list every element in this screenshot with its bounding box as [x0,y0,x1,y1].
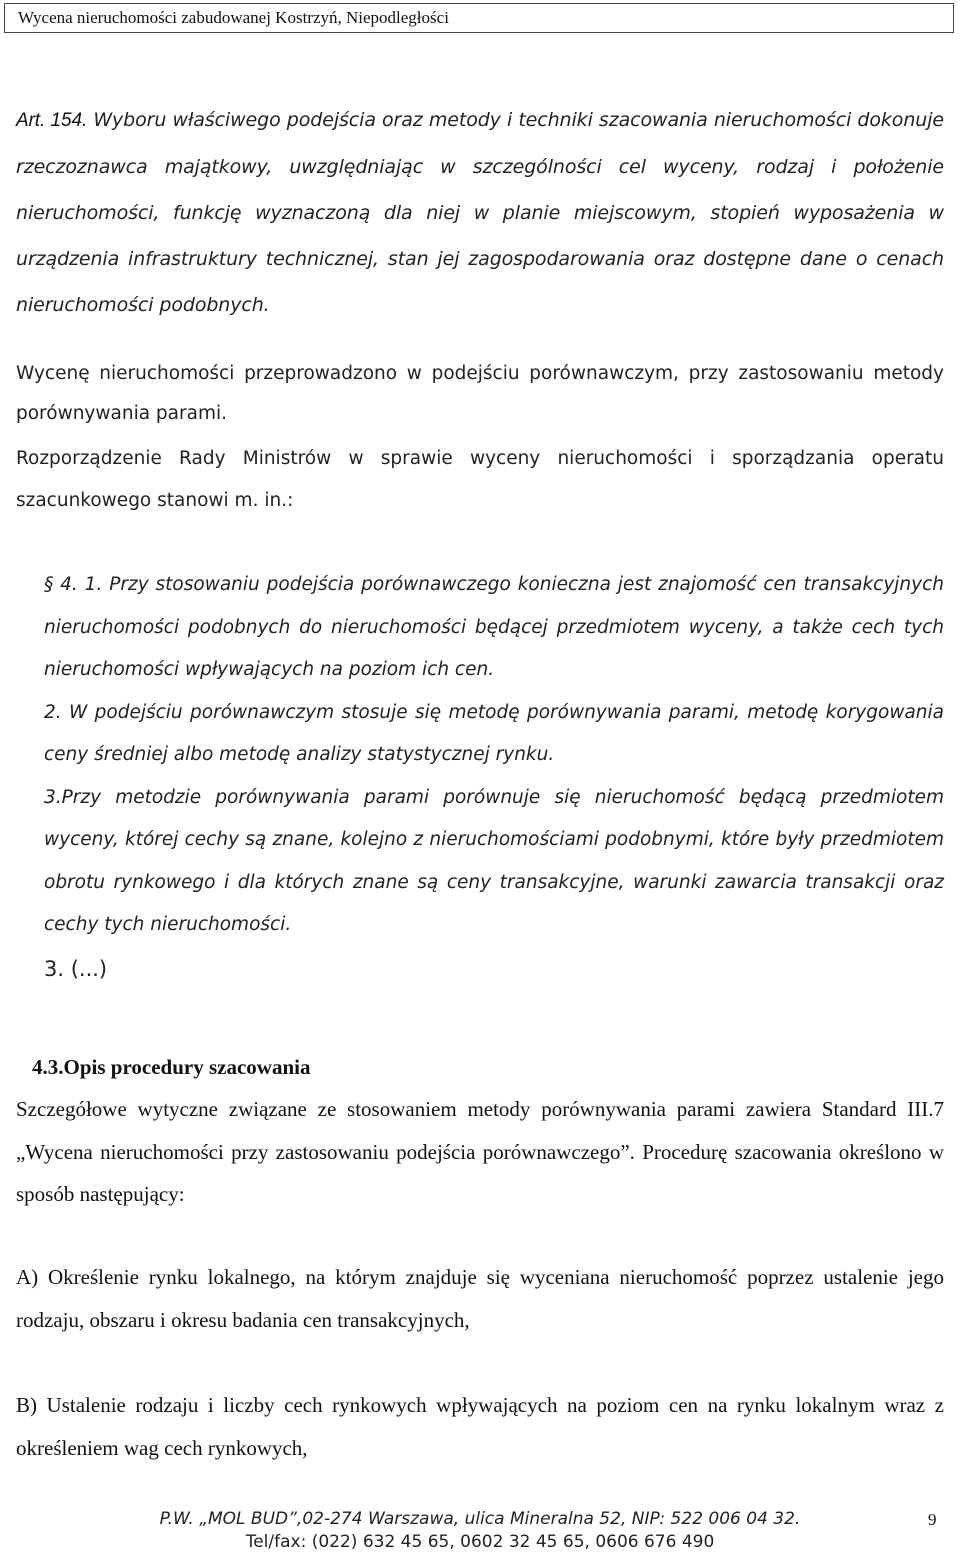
regulation-item-1: § 4. 1. Przy stosowaniu podejścia porównawczego konieczna jest znajomość cen transakcyjnych nieruchomości podobnych do nieruchomości będącej przedmiotem wyceny, a także cech tych nieruchomości wpływających na poziom ich cen. [44,574,944,680]
regulation-quote [44,564,944,947]
document-title: Wycena nieruchomości zabudowanej Kostrzyń, Niepodległości [18,8,449,27]
valuation-approach-paragraph: Wycenę nieruchomości przeprowadzono w podejściu porównawczym, przy zastosowaniu metody porównywania parami. [16,363,944,424]
footer-company-line: P.W. „MOL BUD”,02-274 Warszawa, ulica Mineralna 52, NIP: 522 006 04 32. [159,1509,801,1529]
regulation-item-2: 2. W podejściu porównawczym stosuje się metodę porównywania parami, metodę korygowania ceny średniej albo metodę analizy statystycznej rynku. [44,701,944,765]
regulation-item-3: 3.Przy metodzie porównywania parami porównuje się nieruchomość będącą przedmiotem wyceny, której cechy są znane, kolejno z nieruchomościami podobnymi, które były przedmiotem obrotu rynkowego i dla których znane są ceny transakcyjne, warunki zawarcia transakcji oraz cechy tych nieruchomości. [44,786,944,935]
document-footer [0,1508,960,1554]
footer-contact-line: Tel/fax: (022) 632 45 65, 0602 32 45 65, 0606 676 490 [245,1532,715,1552]
regulation-intro-paragraph: Rozporządzenie Rady Ministrów w sprawie wyceny nieruchomości i sporządzania operatu szacunkowego stanowi m. in.: [16,448,944,511]
procedure-step-a: A) Określenie rynku lokalnego, na którym znajduje się wyceniana nieruchomość poprzez ustalenie jego rodzaju, obszaru i okresu badania cen transakcyjnych, [16,1265,944,1332]
article-154-lead: Art. 154. [16,110,88,131]
page-number: 9 [928,1510,937,1529]
section-heading: 4.3.Opis procedury szacowania [32,1055,311,1079]
procedure-step-b: B) Ustalenie rodzaju i liczby cech rynkowych wpływających na poziom cen na rynku lokalnym wraz z określeniem wag cech rynkowych, [16,1393,944,1460]
article-154-paragraph [16,97,944,328]
article-154-text: Wyboru właściwego podejścia oraz metody i techniki szacowania nieruchomości dokonuje rzeczoznawca majątkowy, uwzględniając w szczególności cel wyceny, rodzaj i położenie nieruchomości, funkcję wyznaczoną dla niej w planie miejscowym, stopień wyposażenia w urządzenia infrastruktury technicznej, stan jej zagospodarowania oraz dostępne dane o cenach nieruchomości podobnych. [16,109,944,316]
document-header [4,3,954,33]
procedure-intro-paragraph: Szczegółowe wytyczne związane ze stosowaniem metody porównywania parami zawiera Standard III.7 „Wycena nieruchomości przy zastosowaniu podejścia porównawczego”. Procedurę szacowania określono w sposób następujący: [16,1097,944,1206]
regulation-item-ellipsis: 3. (...) [44,957,108,981]
